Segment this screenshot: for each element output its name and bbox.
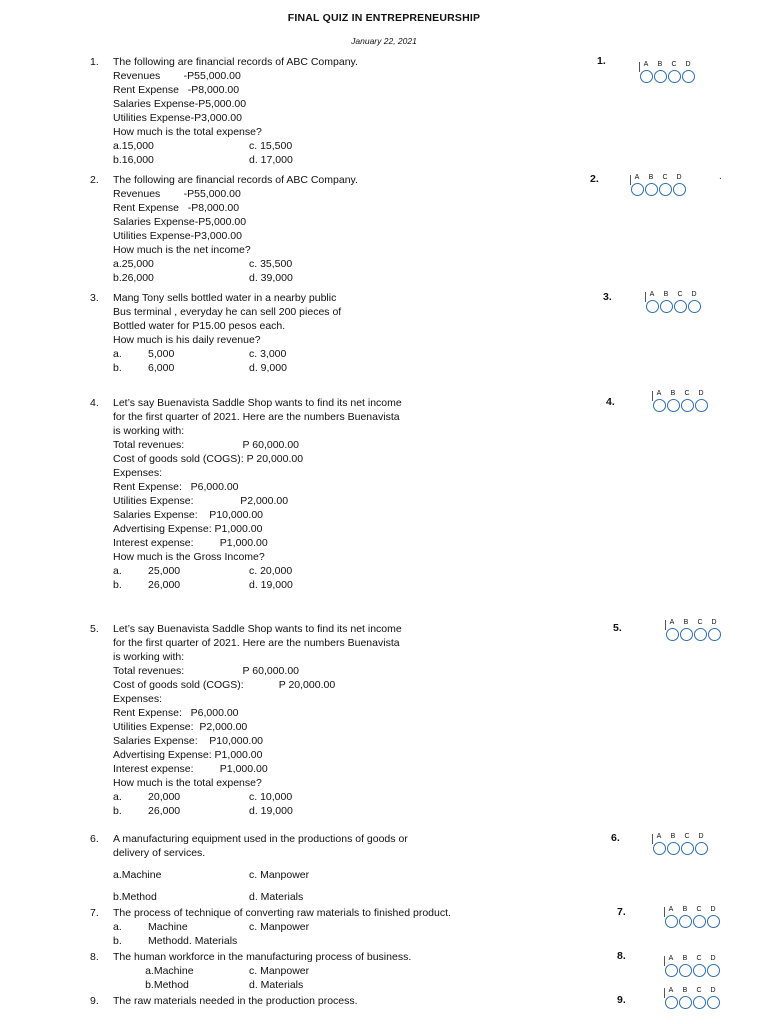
question-number: 2.	[90, 174, 99, 186]
question-5	[90, 622, 570, 818]
bubble-label-b: B	[682, 987, 688, 994]
bubble-c[interactable]	[681, 842, 694, 855]
bubble-d[interactable]	[682, 70, 695, 83]
choice-c: c. Manpower	[249, 921, 310, 933]
question-number: 6.	[90, 833, 99, 845]
bubble-d[interactable]	[673, 183, 686, 196]
bubble-c[interactable]	[693, 964, 706, 977]
bubble-b[interactable]	[654, 70, 667, 83]
answer-bubbles-9	[664, 987, 744, 1017]
question-number: 4.	[90, 397, 99, 409]
record-line: Total revenues: P 60,000.00	[113, 439, 299, 451]
quiz-date: January 22, 2021	[351, 36, 417, 46]
question-8	[90, 950, 570, 992]
answer-number-9: 9.	[617, 994, 626, 1006]
question-text: Let’s say Buenavista Saddle Shop wants to find its net income	[113, 623, 402, 635]
choice-d: d. Materials	[249, 979, 304, 991]
answer-number-5: 5.	[613, 622, 622, 634]
bubble-label-c: C	[697, 619, 703, 626]
record-line: Revenues -P55,000.00	[113, 70, 241, 82]
bubble-a[interactable]	[665, 996, 678, 1009]
bubble-label-a: A	[668, 987, 674, 994]
record-line: Cost of goods sold (COGS): P 20,000.00	[113, 679, 336, 691]
bubble-label-a: A	[643, 61, 649, 68]
answer-bubbles-5	[665, 619, 745, 649]
bubble-a[interactable]	[653, 842, 666, 855]
record-line: Utilities Expense: P2,000.00	[113, 721, 248, 733]
question-3	[90, 291, 570, 375]
bubble-label-b: B	[682, 955, 688, 962]
record-line: Salaries Expense-P5,000.00	[113, 98, 247, 110]
choice-c: c. 15,500	[249, 140, 293, 152]
question-text: is working with:	[113, 425, 185, 437]
choice-a: a. 25,000	[113, 565, 181, 577]
bubble-b[interactable]	[667, 842, 680, 855]
choice-d: d. 39,000	[249, 272, 293, 284]
choice-a: a. 20,000	[113, 791, 181, 803]
choice-b: b.26,000	[113, 272, 154, 284]
question-prompt: How much is the total expense?	[113, 777, 262, 789]
record-line: Expenses:	[113, 693, 163, 705]
choice-d: d. 19,000	[249, 579, 293, 591]
record-line: Revenues -P55,000.00	[113, 188, 241, 200]
answer-bubbles-3	[645, 291, 725, 321]
bubble-c[interactable]	[694, 628, 707, 641]
question-prompt: How much is the total expense?	[113, 126, 262, 138]
bubble-d[interactable]	[708, 628, 721, 641]
choice-b: b.Method	[113, 891, 157, 903]
bubble-label-a: A	[634, 174, 640, 181]
question-text: The process of technique of converting raw materials to finished product.	[113, 907, 451, 919]
record-line: Cost of goods sold (COGS): P 20,000.00	[113, 453, 304, 465]
question-4	[90, 396, 570, 592]
bubble-c[interactable]	[674, 300, 687, 313]
bubble-b[interactable]	[667, 399, 680, 412]
bubble-label-d: D	[698, 390, 704, 397]
bubble-b[interactable]	[679, 996, 692, 1009]
bubble-a[interactable]	[646, 300, 659, 313]
bubble-b[interactable]	[679, 915, 692, 928]
bubble-label-c: C	[671, 61, 677, 68]
question-text: Bus terminal , everyday he can sell 200 pieces of	[113, 306, 342, 318]
quiz-title: FINAL QUIZ IN ENTREPRENEURSHIP	[287, 12, 481, 24]
bubble-a[interactable]	[666, 628, 679, 641]
choice-a: a.Machine	[113, 965, 194, 977]
question-text: for the first quarter of 2021. Here are the numbers Buenavista	[113, 637, 400, 649]
choice-b: b.Method	[113, 979, 189, 991]
question-number: 3.	[90, 292, 99, 304]
bubble-c[interactable]	[659, 183, 672, 196]
bubble-label-b: B	[670, 833, 676, 840]
bubble-label-b: B	[670, 390, 676, 397]
record-line: Rent Expense -P8,000.00	[113, 84, 240, 96]
record-line: Total revenues: P 60,000.00	[113, 665, 299, 677]
choice-b: b. Methodd. Materials	[113, 935, 238, 947]
choice-d: d. 19,000	[249, 805, 293, 817]
bubble-d[interactable]	[707, 915, 720, 928]
question-text: Let’s say Buenavista Saddle Shop wants to find its net income	[113, 397, 402, 409]
question-prompt: How much is his daily revenue?	[113, 334, 261, 346]
choice-d: d. 17,000	[249, 154, 293, 166]
stray-mark: .	[719, 171, 722, 182]
bubble-c[interactable]	[681, 399, 694, 412]
question-prompt: How much is the net income?	[113, 244, 251, 256]
bubble-label-b: B	[657, 61, 663, 68]
answer-number-4: 4.	[606, 396, 615, 408]
bubble-c[interactable]	[693, 915, 706, 928]
bubble-d[interactable]	[695, 842, 708, 855]
question-text: The human workforce in the manufacturing process of business.	[113, 951, 412, 963]
record-line: Interest expense: P1,000.00	[113, 763, 268, 775]
record-line: Utilities Expense-P3,000.00	[113, 112, 242, 124]
bubble-label-d: D	[710, 955, 716, 962]
bubble-c[interactable]	[693, 996, 706, 1009]
question-text: delivery of services.	[113, 847, 206, 859]
bubble-label-b: B	[648, 174, 654, 181]
answer-bubbles-7	[664, 906, 744, 936]
answer-number-1: 1.	[597, 55, 606, 67]
choice-a: a.25,000	[113, 258, 154, 270]
question-text: for the first quarter of 2021. Here are the numbers Buenavista	[113, 411, 400, 423]
bubble-label-d: D	[676, 174, 682, 181]
choice-a: a.Machine	[113, 869, 162, 881]
bubble-b[interactable]	[645, 183, 658, 196]
bubble-label-d: D	[691, 291, 697, 298]
question-6	[90, 832, 570, 904]
question-7	[90, 906, 570, 948]
record-line: Advertising Expense: P1,000.00	[113, 523, 263, 535]
bubble-label-d: D	[711, 619, 717, 626]
question-9	[90, 994, 570, 1008]
choice-c: c. 20,000	[249, 565, 293, 577]
bubble-label-a: A	[668, 906, 674, 913]
question-1	[90, 55, 570, 167]
bubble-label-c: C	[684, 833, 690, 840]
bubble-label-d: D	[710, 906, 716, 913]
bubble-label-a: A	[656, 390, 662, 397]
record-line: Utilities Expense: P2,000.00	[113, 495, 289, 507]
bubble-a[interactable]	[631, 183, 644, 196]
bubble-a[interactable]	[665, 915, 678, 928]
record-line: Rent Expense: P6,000.00	[113, 481, 239, 493]
choice-c: c. Manpower	[249, 869, 310, 881]
answer-number-8: 8.	[617, 950, 626, 962]
bubble-label-d: D	[685, 61, 691, 68]
question-number: 9.	[90, 995, 99, 1007]
question-prompt: How much is the Gross Income?	[113, 551, 265, 563]
bubble-label-c: C	[662, 174, 668, 181]
bubble-label-c: C	[696, 987, 702, 994]
bubble-label-a: A	[649, 291, 655, 298]
choice-b: b. 26,000	[113, 805, 181, 817]
choice-d: d. Materials	[249, 891, 304, 903]
answer-number-3: 3.	[603, 291, 612, 303]
record-line: Salaries Expense-P5,000.00	[113, 216, 247, 228]
bubble-d[interactable]	[707, 996, 720, 1009]
bubble-label-b: B	[683, 619, 689, 626]
question-number: 1.	[90, 56, 99, 68]
bubble-d[interactable]	[695, 399, 708, 412]
question-number: 7.	[90, 907, 99, 919]
choice-c: c. 10,000	[249, 791, 293, 803]
bubble-a[interactable]	[640, 70, 653, 83]
record-line: Interest expense: P1,000.00	[113, 537, 268, 549]
choice-a: a. Machine	[113, 921, 188, 933]
bubble-label-c: C	[684, 390, 690, 397]
choice-c: c. 3,000	[249, 348, 287, 360]
choice-c: c. Manpower	[249, 965, 310, 977]
choice-d: d. 9,000	[249, 362, 287, 374]
bubble-d[interactable]	[688, 300, 701, 313]
bubble-a[interactable]	[665, 964, 678, 977]
answer-number-2: 2.	[590, 173, 599, 185]
choice-b: b.16,000	[113, 154, 154, 166]
question-text: The following are financial records of ABC Company.	[113, 56, 358, 68]
answer-number-6: 6.	[611, 832, 620, 844]
bubble-b[interactable]	[680, 628, 693, 641]
question-text: A manufacturing equipment used in the productions of goods or	[113, 833, 408, 845]
bubble-label-a: A	[669, 619, 675, 626]
question-number: 5.	[90, 623, 99, 635]
bubble-a[interactable]	[653, 399, 666, 412]
bubble-label-b: B	[663, 291, 669, 298]
bubble-label-a: A	[668, 955, 674, 962]
choice-b: b. 6,000	[113, 362, 175, 374]
record-line: Salaries Expense: P10,000.00	[113, 735, 264, 747]
question-number: 8.	[90, 951, 99, 963]
bubble-label-c: C	[677, 291, 683, 298]
bubble-label-b: B	[682, 906, 688, 913]
bubble-c[interactable]	[668, 70, 681, 83]
record-line: Advertising Expense: P1,000.00	[113, 749, 263, 761]
answer-bubbles-2	[630, 174, 710, 204]
answer-bubbles-6	[652, 833, 732, 863]
record-line: Salaries Expense: P10,000.00	[113, 509, 264, 521]
choice-a: a.15,000	[113, 140, 154, 152]
question-text: Bottled water for P15.00 pesos each.	[113, 320, 286, 332]
bubble-label-c: C	[696, 955, 702, 962]
record-line: Rent Expense -P8,000.00	[113, 202, 240, 214]
answer-bubbles-4	[652, 390, 732, 420]
bubble-label-d: D	[698, 833, 704, 840]
question-text: is working with:	[113, 651, 185, 663]
answer-bubbles-1	[639, 61, 719, 91]
question-text: Mang Tony sells bottled water in a nearby public	[113, 292, 337, 304]
record-line: Rent Expense: P6,000.00	[113, 707, 239, 719]
bubble-d[interactable]	[707, 964, 720, 977]
question-2	[90, 173, 570, 285]
answer-bubbles-8	[664, 955, 744, 985]
question-text: The raw materials needed in the production process.	[113, 995, 358, 1007]
record-line: Utilities Expense-P3,000.00	[113, 230, 242, 242]
choice-c: c. 35,500	[249, 258, 293, 270]
bubble-label-d: D	[710, 987, 716, 994]
answer-number-7: 7.	[617, 906, 626, 918]
choice-a: a. 5,000	[113, 348, 175, 360]
question-text: The following are financial records of ABC Company.	[113, 174, 358, 186]
bubble-b[interactable]	[679, 964, 692, 977]
bubble-label-a: A	[656, 833, 662, 840]
bubble-label-c: C	[696, 906, 702, 913]
record-line: Expenses:	[113, 467, 163, 479]
choice-b: b. 26,000	[113, 579, 181, 591]
bubble-b[interactable]	[660, 300, 673, 313]
